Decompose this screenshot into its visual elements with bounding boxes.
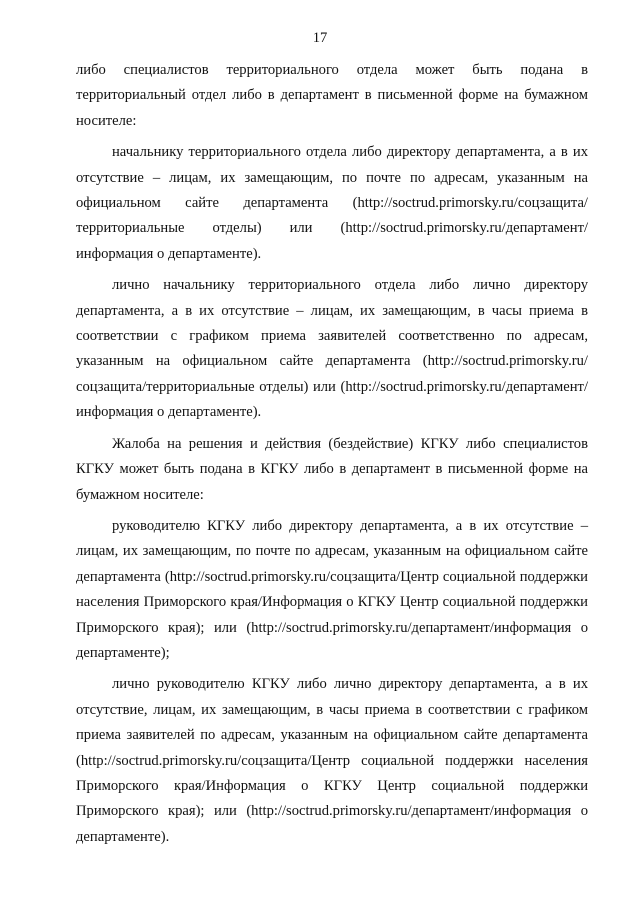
- paragraph-continuation: либо специалистов территориального отдела может быть подана в территориальный отдел либо в департамент в письменной форме на бумажном носителе:: [76, 62, 588, 129]
- paragraph-mail-kgku: руководителю КГКУ либо директору департамента, а в их отсутствие – лицам, их замещающим, по почте по адресам, указанным на официальном сайте департамента (http://soctrud.primorsky.ru/соцзащита/Центр социальной поддержки населения Приморского края/Информация о КГКУ Центр социальной поддержки Приморского края); или (http://soctrud.primorsky.ru/департамент/информация о департаменте);: [76, 517, 588, 661]
- page-number: 17: [312, 30, 328, 46]
- paragraph-complaint-kgku: Жалоба на решения и действия (бездействие) КГКУ либо специалистов КГКУ может быть подана в КГКУ либо в департамент в письменной форме на бумажном носителе:: [76, 435, 588, 503]
- paragraph-in-person-kgku: лично руководителю КГКУ либо лично директору департамента, а в их отсутствие, лицам, их замещающим, в часы приема в соответствии с графиком приема заявителей по адресам, указанным на официальном сайте департамента (http://soctrud.primorsky.ru/соцзащита/Центр социальной поддержки населения Приморского края/Информация о КГКУ Центр социальной поддержки Приморского края); или (http://soctrud.primorsky.ru/департамент/информация о департаменте).: [76, 676, 588, 845]
- document-body: [76, 58, 588, 850]
- paragraph-mail-territorial: начальнику территориального отдела либо директору департамента, а в их отсутствие – лицам, их замещающим, по почте по адресам, указанным на официальном сайте департамента (http://soctrud.primorsky.ru/соцзащита/ территориальные отделы) или (http://soctrud.primorsky.ru/департамент/информация о департаменте).: [76, 144, 588, 262]
- paragraph-in-person-territorial: лично начальнику территориального отдела либо лично директору департамента, а в их отсутствие – лицам, их замещающим, в часы приема в соответствии с графиком приема заявителей соответственно по адресам, указанным на официальном сайте департамента (http://soctrud.primorsky.ru/соцзащита/территориальные отделы) или (http://soctrud.primorsky.ru/департамент/информация о департаменте).: [76, 277, 588, 421]
